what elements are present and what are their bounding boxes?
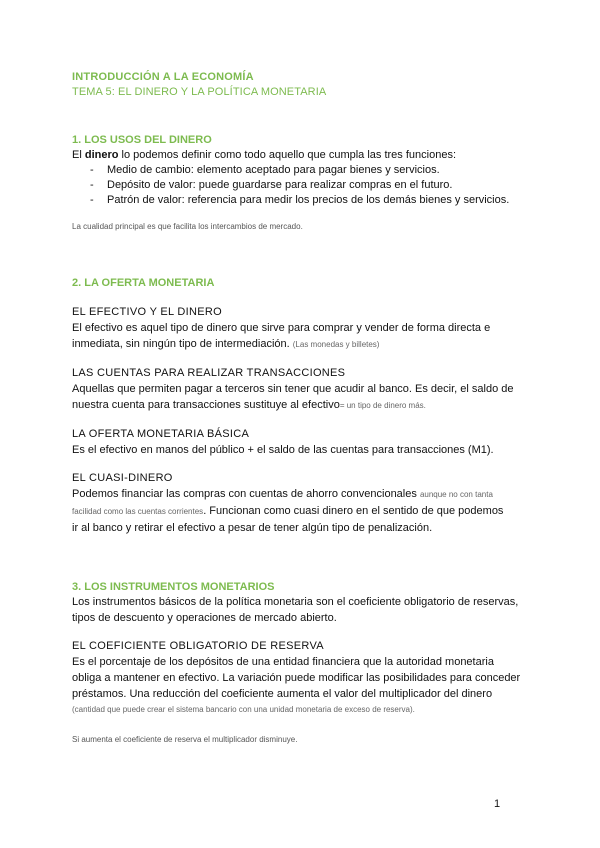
section-3-title: 3. LOS INSTRUMENTOS MONETARIOS xyxy=(72,581,275,593)
subsection-cuasi-dinero-text xyxy=(72,486,532,536)
section-3-intro xyxy=(72,594,532,626)
document-page xyxy=(72,70,532,746)
text-line xyxy=(72,397,532,414)
list-item-text: Patrón de valor: referencia para medir los precios de los demás bienes y servicios. xyxy=(107,194,510,206)
section-1-intro xyxy=(72,147,532,163)
subsection-cuentas-text xyxy=(72,381,532,414)
text-line: Es el porcentaje de los depósitos de una entidad financiera que la autoridad monetaria xyxy=(72,656,494,668)
text-span: nuestra cuenta para transacciones sustituye al efectivo xyxy=(72,399,340,411)
text-line: Los instrumentos básicos de la política monetaria son el coeficiente obligatorio de reservas, xyxy=(72,596,519,608)
list-item xyxy=(72,163,532,178)
text-span: Podemos financiar las compras con cuentas de ahorro convencionales xyxy=(72,488,417,500)
intro-pre: El xyxy=(72,149,85,161)
list-item xyxy=(72,178,532,193)
inline-note: facilidad como las cuentas corrientes xyxy=(72,507,204,516)
text-line xyxy=(72,486,532,503)
list-dash: - xyxy=(90,164,94,176)
text-span: . Funcionan como cuasi dinero en el sentido de que podemos xyxy=(203,505,504,517)
course-title: INTRODUCCIÓN A LA ECONOMÍA xyxy=(72,71,254,83)
section-1-title: 1. LOS USOS DEL DINERO xyxy=(72,134,212,146)
money-functions-list xyxy=(72,163,532,208)
section-2-title: 2. LA OFERTA MONETARIA xyxy=(72,277,215,289)
inline-note: (Las monedas y billetes) xyxy=(292,340,380,349)
text-line: ir al banco y retirar el efectivo a pesar de tener algún tipo de penalización. xyxy=(72,522,433,534)
topic-title: TEMA 5: EL DINERO Y LA POLÍTICA MONETARIA xyxy=(72,86,327,98)
list-item-text: Medio de cambio: elemento aceptado para pagar bienes y servicios. xyxy=(107,164,440,176)
text-line: El efectivo es aquel tipo de dinero que sirve para comprar y vender de forma directa e xyxy=(72,322,491,334)
inline-note: aunque no con tanta xyxy=(419,490,493,499)
text-span: inmediata, sin ningún tipo de intermediación. xyxy=(72,338,290,350)
list-item xyxy=(72,193,532,208)
intro-post: lo podemos definir como todo aquello que cumpla las tres funciones: xyxy=(118,149,456,161)
subsection-coeficiente-title: EL COEFICIENTE OBLIGATORIO DE RESERVA xyxy=(72,640,324,652)
list-dash: - xyxy=(90,179,94,191)
subsection-efectivo-title: EL EFECTIVO Y EL DINERO xyxy=(72,306,222,318)
subsection-oferta-basica-title: LA OFERTA MONETARIA BÁSICA xyxy=(72,428,250,440)
list-dash: - xyxy=(90,194,94,206)
subsection-coeficiente-text xyxy=(72,654,532,718)
text-line xyxy=(72,503,532,520)
text-line xyxy=(72,336,532,353)
text-line: préstamos. Una reducción del coeficiente aumenta el valor del multiplicador del dinero xyxy=(72,688,493,700)
list-item-text: Depósito de valor: puede guardarse para realizar compras en el futuro. xyxy=(107,179,453,191)
text-line: tipos de descuento y operaciones de mercado abierto. xyxy=(72,612,337,624)
section-1-note: La cualidad principal es que facilita los intercambios de mercado. xyxy=(72,222,303,231)
intro-bold-term: dinero xyxy=(84,149,119,161)
text-line: obliga a mantener en efectivo. La variación puede modificar las posibilidades para conceder xyxy=(72,672,521,684)
text-line: Aquellas que permiten pagar a terceros sin tener que acudir al banco. Es decir, el saldo de xyxy=(72,383,514,395)
subsection-oferta-basica-text: Es el efectivo en manos del público + el saldo de las cuentas para transacciones (M1). xyxy=(72,444,494,456)
page-number: 1 xyxy=(494,798,501,810)
inline-note: = un tipo de dinero más. xyxy=(339,401,426,410)
section-3-note: Si aumenta el coeficiente de reserva el multiplicador disminuye. xyxy=(72,735,298,744)
subsection-cuentas-title: LAS CUENTAS PARA REALIZAR TRANSACCIONES xyxy=(72,367,346,379)
subsection-cuasi-dinero-title: EL CUASI-DINERO xyxy=(72,472,173,484)
subsection-efectivo-text xyxy=(72,320,532,353)
inline-note: (cantidad que puede crear el sistema bancario con una unidad monetaria de exceso de reserva). xyxy=(72,705,415,714)
